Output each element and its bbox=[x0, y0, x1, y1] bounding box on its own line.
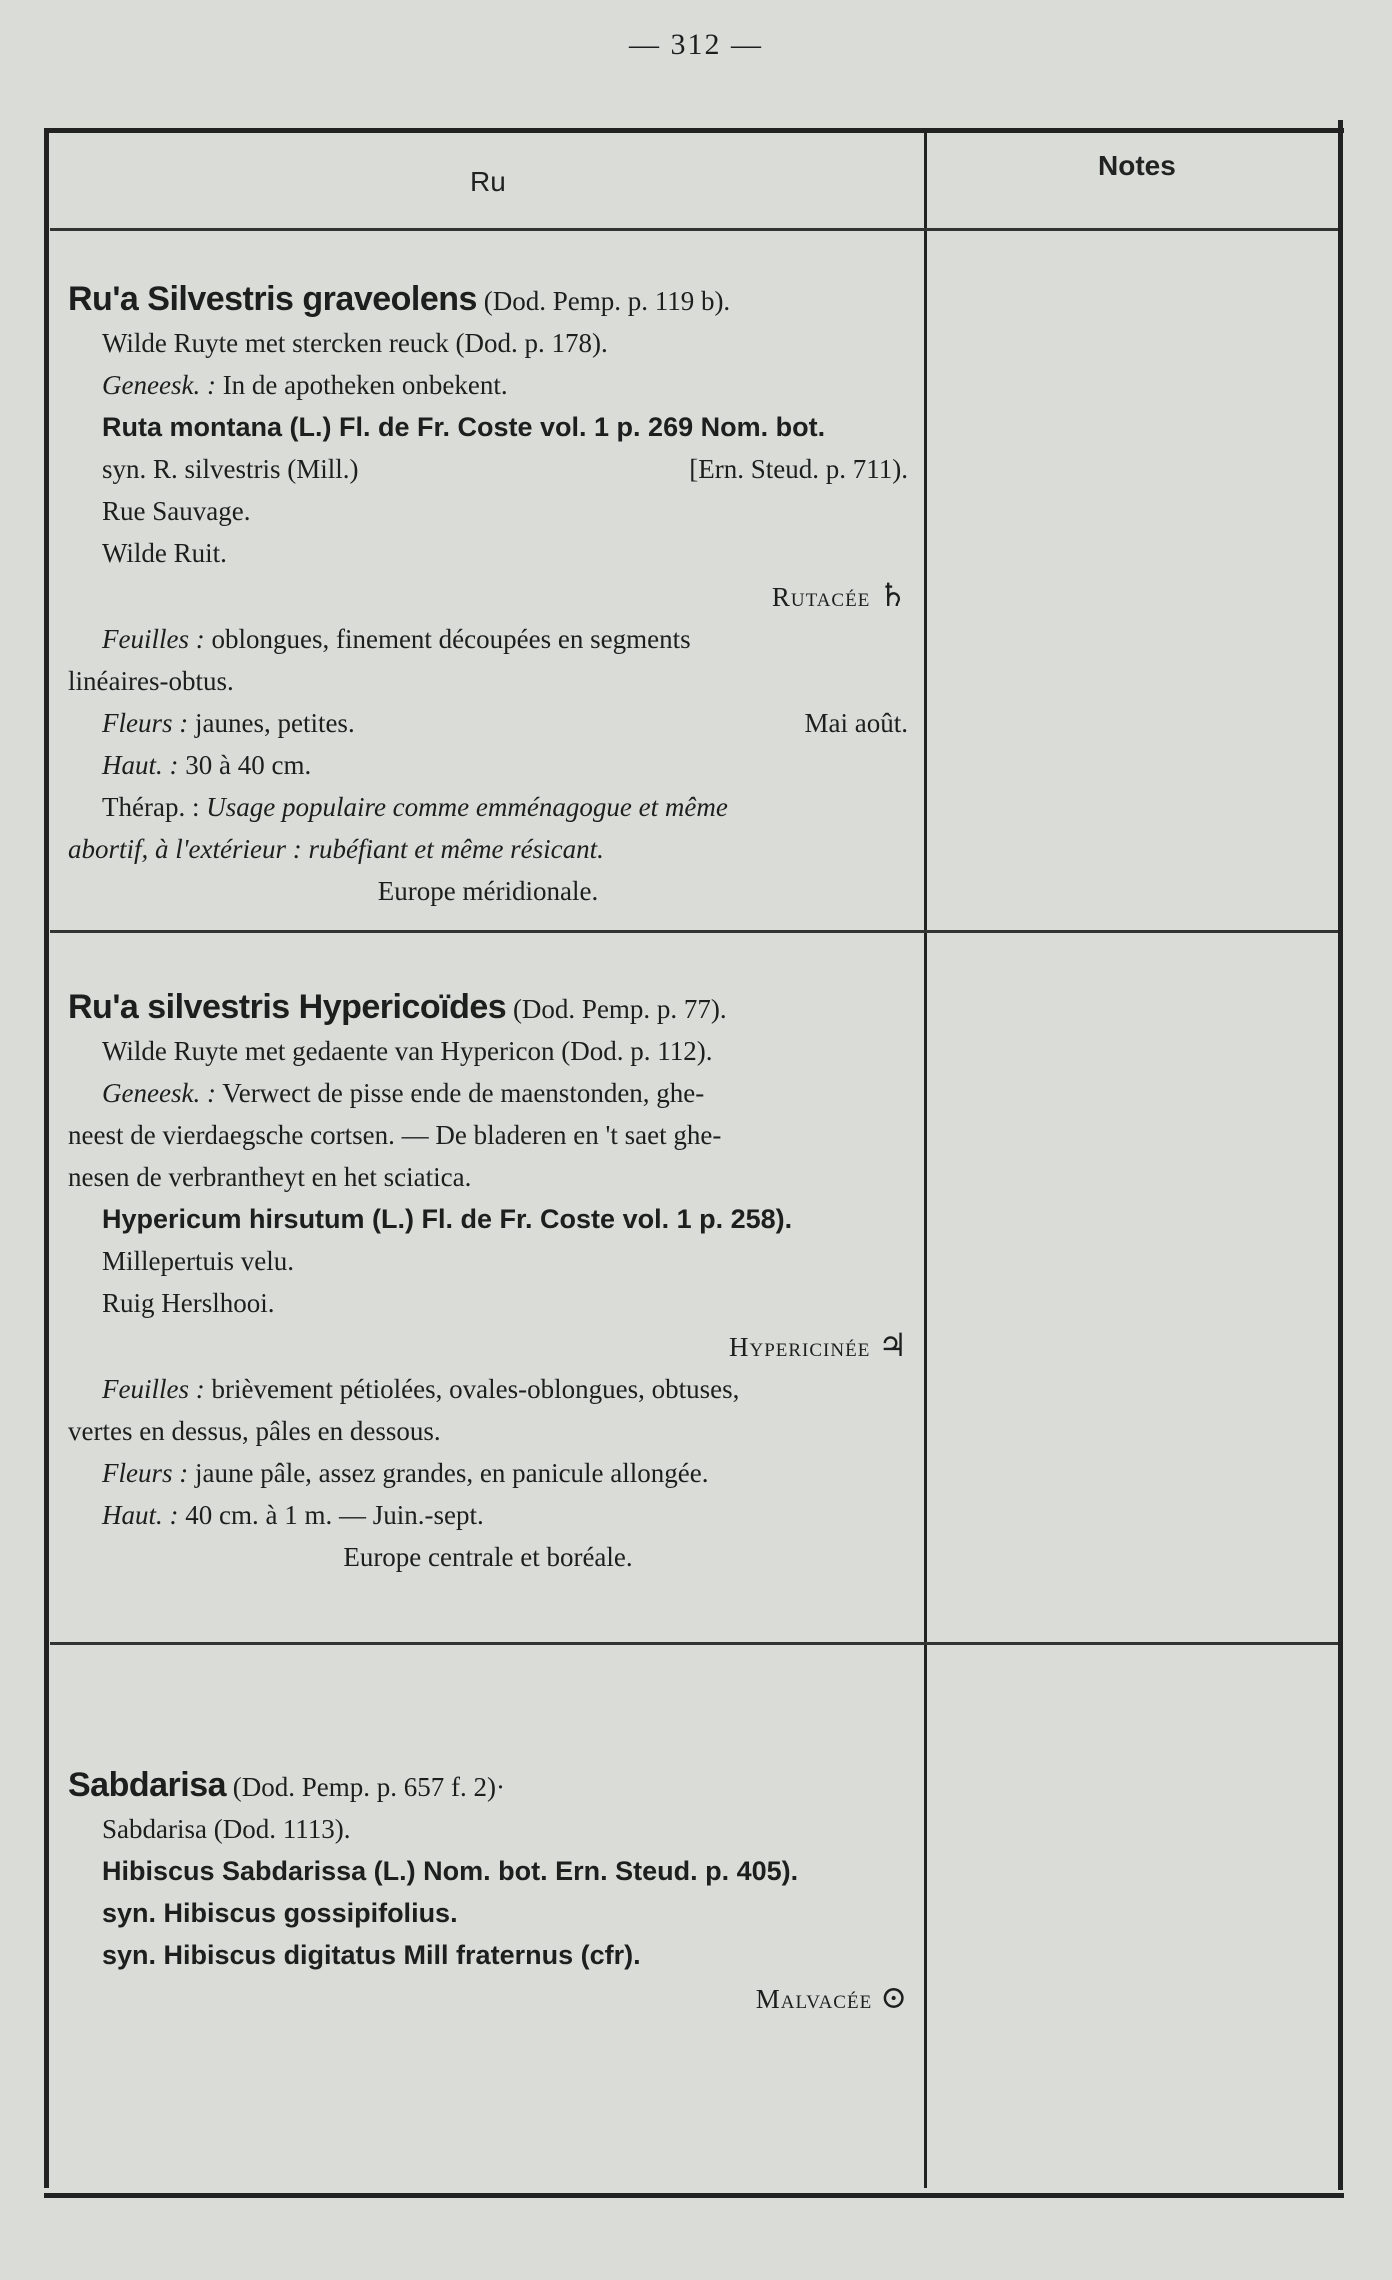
entry-divider-2 bbox=[50, 1642, 1338, 1645]
french-name: Millepertuis velu. bbox=[102, 1246, 294, 1276]
dutch-common-name: Wilde Ruit. bbox=[102, 538, 227, 568]
family-name: Rutacée bbox=[771, 582, 871, 612]
geneesk-label: Geneesk. : bbox=[102, 370, 216, 400]
headword: Ru'a Silvestris graveolens bbox=[68, 280, 477, 318]
perennial-symbol-icon: ♃ bbox=[878, 1327, 908, 1363]
fleurs-label: Fleurs : bbox=[102, 708, 189, 738]
headword: Sabdarisa bbox=[68, 1766, 227, 1804]
haut-line bbox=[68, 744, 908, 786]
reference: (Dod. Pemp. p. 657 f. 2)· bbox=[232, 1772, 505, 1802]
feuilles-continuation: linéaires-obtus. bbox=[68, 666, 234, 696]
fleurs-label: Fleurs : bbox=[102, 1458, 189, 1488]
therap-line bbox=[68, 786, 908, 828]
therap-text: Usage populaire comme emménagogue et même bbox=[206, 792, 728, 822]
dutch-name: Wilde Ruyte met gedaente van Hypericon (Dod. p. 112). bbox=[102, 1036, 713, 1066]
column-header-notes: Notes bbox=[1098, 150, 1176, 181]
haut-label: Haut. : bbox=[102, 750, 179, 780]
annual-symbol-icon: ⊙ bbox=[880, 1979, 908, 2015]
feuilles-continuation: vertes en dessus, pâles en dessous. bbox=[68, 1416, 441, 1446]
entry-ruta-silvestris-graveolens bbox=[68, 278, 908, 912]
feuilles-label: Feuilles : bbox=[102, 624, 205, 654]
reference: (Dod. Pemp. p. 77). bbox=[512, 994, 727, 1024]
botanical-name: Ruta montana (L.) Fl. de Fr. Coste vol. 1 p. 269 Nom. bot. bbox=[102, 412, 826, 442]
reference: (Dod. Pemp. p. 119 b). bbox=[483, 286, 731, 316]
geneesk-continuation-1: neest de vierdaegsche cortsen. — De bladeren en 't saet ghe- bbox=[68, 1120, 722, 1150]
family-name: Malvacée bbox=[755, 1984, 873, 2014]
synonym-reference: [Ern. Steud. p. 711). bbox=[689, 454, 908, 484]
feuilles-text: brièvement pétiolées, ovales-oblongues, obtuses, bbox=[211, 1374, 740, 1404]
synonym-1: syn. Hibiscus gossipifolius. bbox=[102, 1898, 458, 1928]
flowering-period: Mai août. bbox=[804, 708, 908, 738]
feuilles-label: Feuilles : bbox=[102, 1374, 205, 1404]
table-left-border bbox=[44, 130, 49, 2188]
family-line bbox=[68, 1324, 908, 1368]
geneesk-text: In de apotheken onbekent. bbox=[222, 370, 508, 400]
fleurs-text: jaune pâle, assez grandes, en panicule allongée. bbox=[194, 1458, 709, 1488]
synonym: syn. R. silvestris (Mill.) bbox=[102, 454, 359, 484]
botanical-name: Hibiscus Sabdarissa (L.) Nom. bot. Ern. Steud. p. 405). bbox=[102, 1856, 799, 1886]
geneesk-line bbox=[68, 364, 908, 406]
haut-text: 40 cm. à 1 m. — Juin.-sept. bbox=[185, 1500, 484, 1530]
dutch-name: Sabdarisa (Dod. 1113). bbox=[102, 1814, 351, 1844]
family-line bbox=[68, 574, 908, 618]
haut-text: 30 à 40 cm. bbox=[185, 750, 312, 780]
region: Europe méridionale. bbox=[377, 876, 599, 906]
page-number: — 312 — bbox=[629, 28, 763, 61]
geneesk-line bbox=[68, 1072, 908, 1114]
fleurs-line bbox=[68, 702, 908, 744]
geneesk-text: Verwect de pisse ende de maenstonden, ghe- bbox=[222, 1078, 705, 1108]
column-divider bbox=[924, 128, 927, 2188]
therap-continuation: abortif, à l'extérieur : rubéfiant et même résicant. bbox=[68, 834, 604, 864]
entry-divider-1 bbox=[50, 930, 1338, 933]
entry-ruta-silvestris-hypericoides bbox=[68, 986, 908, 1578]
headword: Ru'a silvestris Hypericoïdes bbox=[68, 988, 507, 1026]
feuilles-text: oblongues, finement découpées en segments bbox=[211, 624, 691, 654]
synonym-2: syn. Hibiscus digitatus Mill fraternus (cfr). bbox=[102, 1940, 641, 1970]
feuilles-line bbox=[68, 618, 908, 660]
table-right-border bbox=[1338, 120, 1343, 2190]
haut-line bbox=[68, 1494, 908, 1536]
fleurs-line bbox=[68, 1452, 908, 1494]
fleurs-text: jaunes, petites. bbox=[194, 708, 355, 738]
geneesk-continuation-2: nesen de verbrantheyt en het sciatica. bbox=[68, 1162, 472, 1192]
haut-label: Haut. : bbox=[102, 1500, 179, 1530]
header-rule bbox=[50, 228, 1338, 231]
dutch-name: Wilde Ruyte met stercken reuck (Dod. p. 178). bbox=[102, 328, 608, 358]
dutch-common-name: Ruig Herslhooi. bbox=[102, 1288, 275, 1318]
family-line bbox=[68, 1976, 908, 2020]
french-name: Rue Sauvage. bbox=[102, 496, 251, 526]
entry-sabdarisa bbox=[68, 1764, 908, 2020]
column-header-ru: Ru bbox=[470, 166, 506, 197]
family-name: Hypericinée bbox=[728, 1332, 871, 1362]
geneesk-label: Geneesk. : bbox=[102, 1078, 216, 1108]
therap-label: Thérap. : bbox=[102, 792, 200, 822]
botanical-name: Hypericum hirsutum (L.) Fl. de Fr. Coste vol. 1 p. 258). bbox=[102, 1204, 793, 1234]
perennial-symbol-icon: ♄ bbox=[878, 577, 908, 613]
feuilles-line bbox=[68, 1368, 908, 1410]
region: Europe centrale et boréale. bbox=[343, 1542, 633, 1572]
synonym-line bbox=[68, 448, 908, 490]
